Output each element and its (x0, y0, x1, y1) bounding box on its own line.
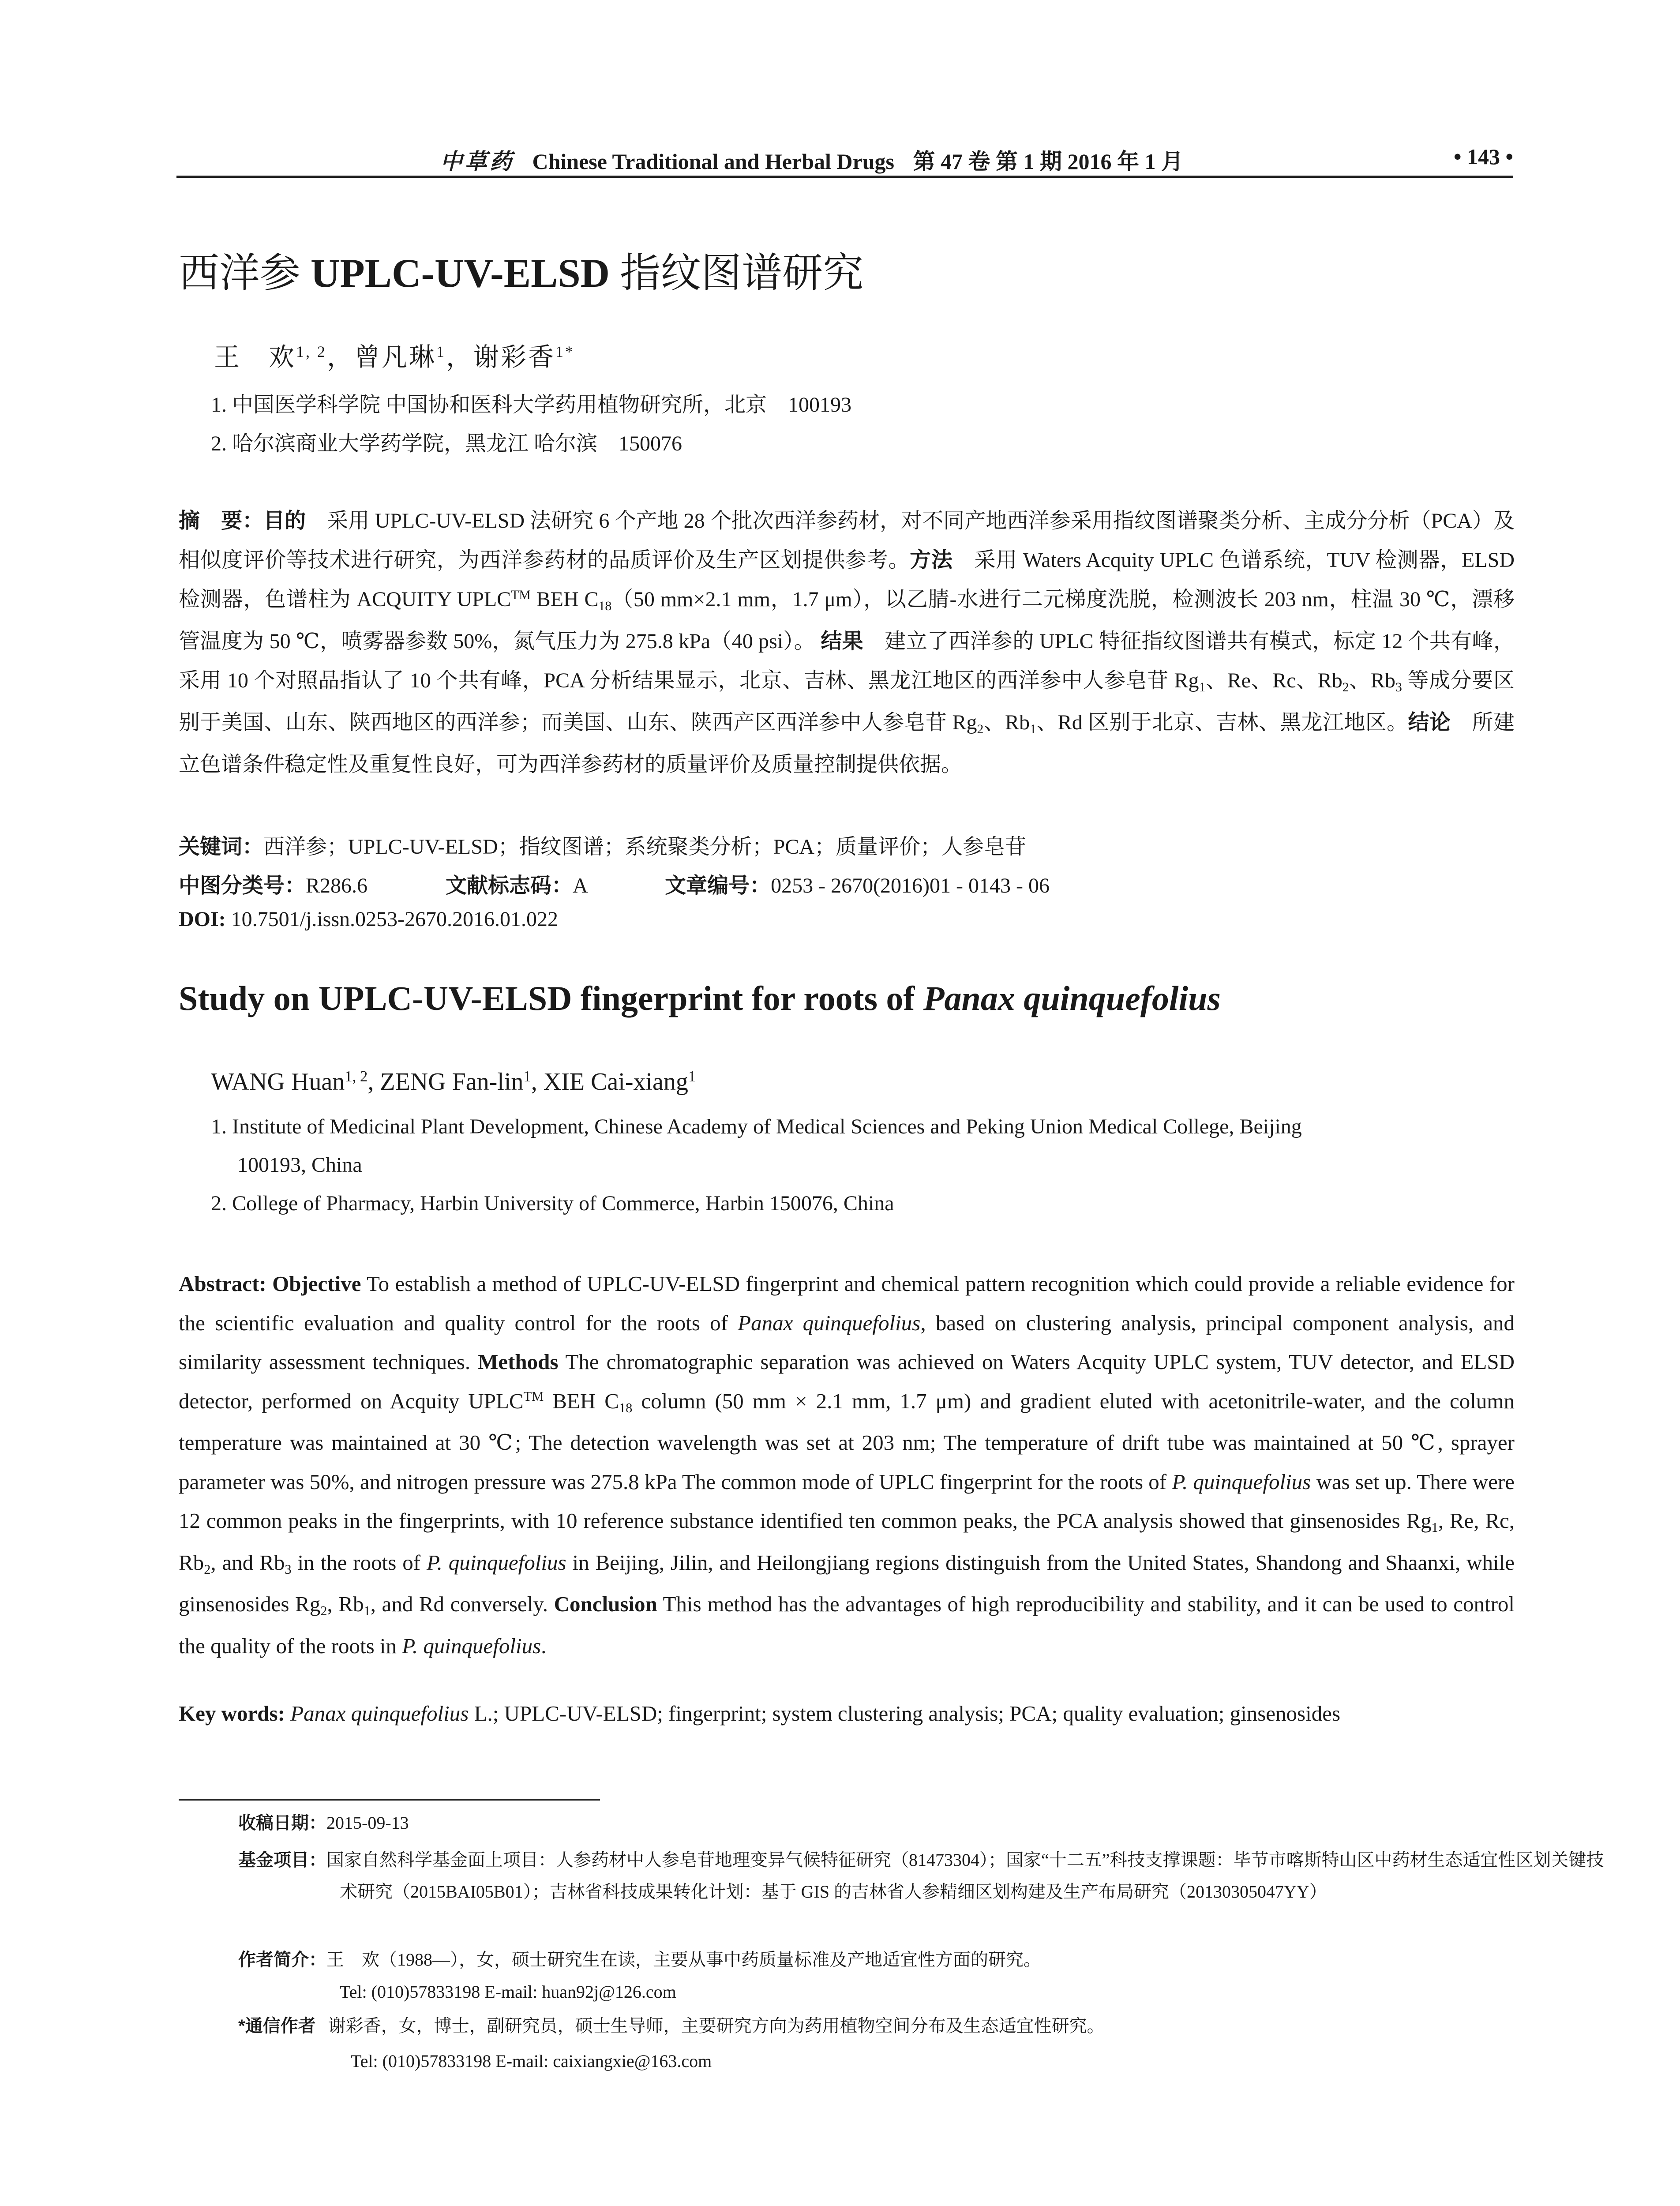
methods-en-label: Methods (478, 1350, 559, 1374)
doi-value: 10.7501/j.issn.0253-2670.2016.01.022 (225, 908, 559, 931)
title-en-main: Study on UPLC-UV-ELSD fingerprint for roots of (179, 979, 923, 1017)
c18-subscript: 18 (619, 1400, 633, 1415)
abstract-en-text: , Re, Rc, Rb (179, 1508, 1515, 1575)
abstract-en-label: Abstract: Objective (179, 1272, 361, 1296)
rg1-subscript: 1 (1431, 1520, 1438, 1535)
keywords-en-species: Panax quinquefolius (290, 1701, 469, 1726)
authors-cn (214, 336, 575, 373)
author-cn-2-affil: 1 (436, 343, 446, 361)
rb2-subscript: 2 (204, 1561, 211, 1577)
affiliation-cn-1: 1. 中国医学科学院 中国协和医科大学药用植物研究所，北京 100193 (211, 393, 852, 416)
result-cn-sub-rb1: 1 (1030, 721, 1036, 736)
abstract-en-text: , and Rd conversely. (370, 1592, 554, 1616)
title-en-species: Panax quinquefolius (923, 979, 1221, 1017)
clc-value: R286.6 (306, 874, 368, 897)
author-cn-1-affil: 1, 2 (296, 343, 327, 361)
keywords-cn-text: 西洋参；UPLC-UV-ELSD；指纹图谱；系统聚类分析；PCA；质量评价；人参皂苷 (263, 835, 1026, 859)
keywords-en (179, 1694, 1515, 1733)
author-en-2: , ZENG Fan-lin (368, 1068, 524, 1095)
article-number-label: 文章编号： (665, 874, 771, 897)
species-name: Panax quinquefolius (738, 1310, 921, 1335)
result-cn-sub-rb3: 3 (1395, 679, 1402, 694)
affiliation-cn-2: 2. 哈尔滨商业大学药学院，黑龙江 哈尔滨 150076 (211, 432, 682, 455)
objective-cn-text: 采用 UPLC-UV-ELSD 法研究 6 个产地 28 个批次西洋参药材，对不同产地西洋参采用指纹图谱聚类分析、主成分分析（PCA）及相似度评价等技术进行研究，为西洋参药材的品质评价及生产区划提供参考。 (179, 509, 1515, 572)
conclusion-en-label: Conclusion (554, 1592, 657, 1616)
title-cn-suffix: 指纹图谱研究 (610, 251, 864, 296)
rb3-subscript: 3 (285, 1561, 292, 1577)
author-cn-3: ，谢彩香 (446, 343, 555, 371)
title-cn-method: UPLC-UV-ELSD (311, 251, 610, 296)
footnote-corresponding (238, 2012, 1515, 2040)
clc-label: 中图分类号： (179, 874, 306, 897)
abstract-en-text: column (50 mm × 2.1 mm, 1.7 μm) and gradient eluted with acetonitrile-water, and the column temperature was maintained at 30 ℃; The detection wavelength was set at 203 nm; The temperature of drift tube was maintained at 50 ℃, sprayer parameter was 50%, and nitrogen pressure was 275.8 kPa The common mode of UPLC fingerprint for the roots of (179, 1388, 1515, 1494)
footnote-fund (238, 1844, 1616, 1908)
title-cn (179, 240, 863, 299)
abstract-en-objective-text: To establish a method of UPLC-UV-ELSD fingerprint and chemical pattern recognition which could provide a reliable evidence for the scientific evaluation and quality control for the roots of (179, 1272, 1515, 1335)
fund-value: 国家自然科学基金面上项目：人参药材中人参皂苷地理变异气候特征研究（81473304）；国家“十二五”科技支撑课题：毕节市喀斯特山区中药材生态适宜性区划关键技术研究（2015BAI05B01）；吉林省科技成果转化计划：基于 GIS 的吉林省人参精细区划构建及生产布局研究（20130305047YY） (326, 1850, 1604, 1902)
result-cn-text-3: 、Rb (1349, 669, 1395, 692)
corresponding-value: 谢彩香，女，博士，副研究员，硕士生导师，主要研究方向为药用植物空间分布及生态适宜性研究。 (328, 2016, 1105, 2036)
classification-line (179, 868, 1050, 899)
author-en-3-affil: 1 (688, 1067, 696, 1085)
author-cn-2: ，曾凡琳 (326, 343, 436, 371)
doc-code-label: 文献标志码： (446, 874, 573, 897)
method-cn-text-1: 采用 Waters Acquity UPLC 色谱系统，TUV 检测器，ELSD 检测器，色谱柱为 ACQUITY UPLC (179, 548, 1515, 611)
species-name: P. quinquefolius (426, 1550, 566, 1575)
author-bio-value: 王 欢（1988—），女，硕士研究生在读，主要从事中药质量标准及产地适宜性方面的研究。 (326, 1950, 1041, 1970)
abstract-en-text: in the roots of (291, 1550, 427, 1575)
journal-name-cn: 中草药 (440, 148, 514, 174)
keywords-cn-label: 关键词： (179, 835, 264, 859)
authors-en (211, 1068, 696, 1096)
journal-issue: 第 47 卷 第 1 期 2016 年 1 月 (913, 149, 1183, 174)
abstract-cn-label: 摘 要： (179, 509, 264, 533)
received-value: 2015-09-13 (326, 1813, 409, 1833)
objective-cn-label: 目的 (263, 509, 306, 533)
author-en-2-affil: 1 (523, 1067, 531, 1085)
title-en (179, 979, 1221, 1018)
keywords-en-text: L.; UPLC-UV-ELSD; fingerprint; system clustering analysis; PCA; quality evaluation; ginsenosides (469, 1701, 1341, 1726)
abstract-cn (179, 501, 1515, 784)
author-cn-1: 王 欢 (214, 343, 296, 371)
received-label: 收稿日期： (238, 1813, 326, 1833)
rb1-subscript: 1 (364, 1603, 371, 1619)
doi-line (179, 907, 558, 931)
abstract-en-text: . (541, 1633, 547, 1658)
author-en-1: WANG Huan (211, 1068, 345, 1095)
result-cn-text-2: 、Re、Rc、Rb (1205, 669, 1342, 692)
method-cn-text-2: BEH C (530, 588, 599, 611)
corresponding-contact: Tel: (010)57833198 E-mail: caixiangxie@163.com (351, 2051, 712, 2071)
conclusion-cn-text: 所建立色谱条件稳定性及重复性良好，可为西洋参药材的质量评价及质量控制提供依据。 (179, 711, 1515, 776)
header-journal-line (176, 144, 1447, 176)
result-cn-text-6: 、Rd 区别于北京、吉林、黑龙江地区。 (1036, 711, 1408, 734)
result-cn-sub-rg2: 2 (977, 721, 984, 736)
species-name: P. quinquefolius (402, 1633, 541, 1658)
method-cn-text-3: （50 mm×2.1 mm，1.7 μm），以乙腈-水进行二元梯度洗脱，检测波长 203 nm，柱温 30 ℃，漂移管温度为 50 ℃，喷雾器参数 50%，氮气压力为 275.8 kPa（40 psi）。 (179, 588, 1515, 653)
doi-label: DOI: (179, 908, 226, 931)
result-cn-text-1: 建立了西洋参的 UPLC 特征指纹图谱共有模式，标定 12 个共有峰，采用 10 个对照品指认了 10 个共有峰，PCA 分析结果显示，北京、吉林、黑龙江地区的西洋参中人参皂苷 Rg (179, 630, 1515, 692)
footnote-rule (179, 1799, 600, 1801)
method-cn-tm: TM (511, 587, 531, 602)
journal-name-en: Chinese Traditional and Herbal Drugs (532, 149, 894, 174)
abstract-en (179, 1264, 1515, 1666)
doc-code-value: A (573, 874, 587, 897)
corresponding-label: *通信作者 (238, 2016, 316, 2036)
abstract-en-text: , Rb (327, 1592, 364, 1616)
page-number: • 143 • (1453, 144, 1513, 169)
rg2-subscript: 2 (320, 1603, 327, 1619)
abstract-en-conclusion-text: This method has the advantages of high reproducibility and stability, and it can be used to control the quality of the roots in (179, 1592, 1515, 1658)
result-cn-sub-rb2: 2 (1342, 679, 1349, 694)
affiliation-en-2: 2. College of Pharmacy, Harbin University of Commerce, Harbin 150076, China (211, 1192, 894, 1215)
result-cn-text-5: 、Rb (983, 711, 1030, 734)
footnote-received (238, 1809, 1515, 1837)
keywords-en-label: Key words: (179, 1701, 291, 1726)
footnote-author (238, 1946, 1515, 1974)
fund-label: 基金项目： (238, 1850, 326, 1870)
result-cn-text-4: 等成分要区别于美国、山东、陕西地区的西洋参；而美国、山东、陕西产区西洋参中人参皂苷 Rg (179, 669, 1515, 734)
species-name: P. quinquefolius (1172, 1469, 1311, 1494)
affiliations-en (211, 1107, 1515, 1223)
method-cn-label: 方法 (910, 548, 953, 572)
conclusion-cn-label: 结论 (1408, 711, 1451, 734)
result-cn-sub-rg1: 1 (1199, 679, 1206, 694)
abstract-en-text: , and Rb (210, 1550, 285, 1575)
method-cn-c18: 18 (598, 598, 612, 613)
abstract-en-text: was set up. There were 12 common peaks in the fingerprints, with 10 reference substance identified ten common peaks, the PCA analysis showed that ginsenosides Rg (179, 1469, 1515, 1533)
author-bio-label: 作者简介： (238, 1950, 326, 1970)
abstract-en-text: BEH C (544, 1388, 619, 1413)
author-en-3: , XIE Cai-xiang (531, 1068, 688, 1095)
abstract-en-text: in Beijing, Jilin, and Heilongjiang regions distinguish from the United States, Shandong and Shaanxi, while ginsenosides Rg (179, 1550, 1515, 1616)
author-cn-3-affil: 1* (555, 343, 575, 361)
author-contact: Tel: (010)57833198 E-mail: huan92j@126.com (340, 1982, 676, 2002)
affiliation-en-1-cont: 100193, China (237, 1153, 362, 1177)
author-en-1-affil: 1, 2 (345, 1067, 368, 1085)
abstract-en-text: , based on clustering analysis, principal component analysis, and similarity assessment techniques. (179, 1310, 1515, 1374)
result-cn-label: 结果 (821, 630, 863, 653)
trademark-mark: TM (523, 1388, 544, 1404)
article-number-value: 0253 - 2670(2016)01 - 0143 - 06 (771, 874, 1050, 897)
abstract-en-methods-text: The chromatographic separation was achieved on Waters Acquity UPLC system, TUV detector, and ELSD detector, performed on Acquity UPLC (179, 1350, 1515, 1413)
title-cn-prefix: 西洋参 (179, 251, 311, 296)
running-header (176, 140, 1513, 178)
keywords-cn (179, 829, 1026, 860)
affiliation-en-1: 1. Institute of Medicinal Plant Development, Chinese Academy of Medical Sciences and Peking Union Medical College, Beijing (211, 1115, 1302, 1138)
